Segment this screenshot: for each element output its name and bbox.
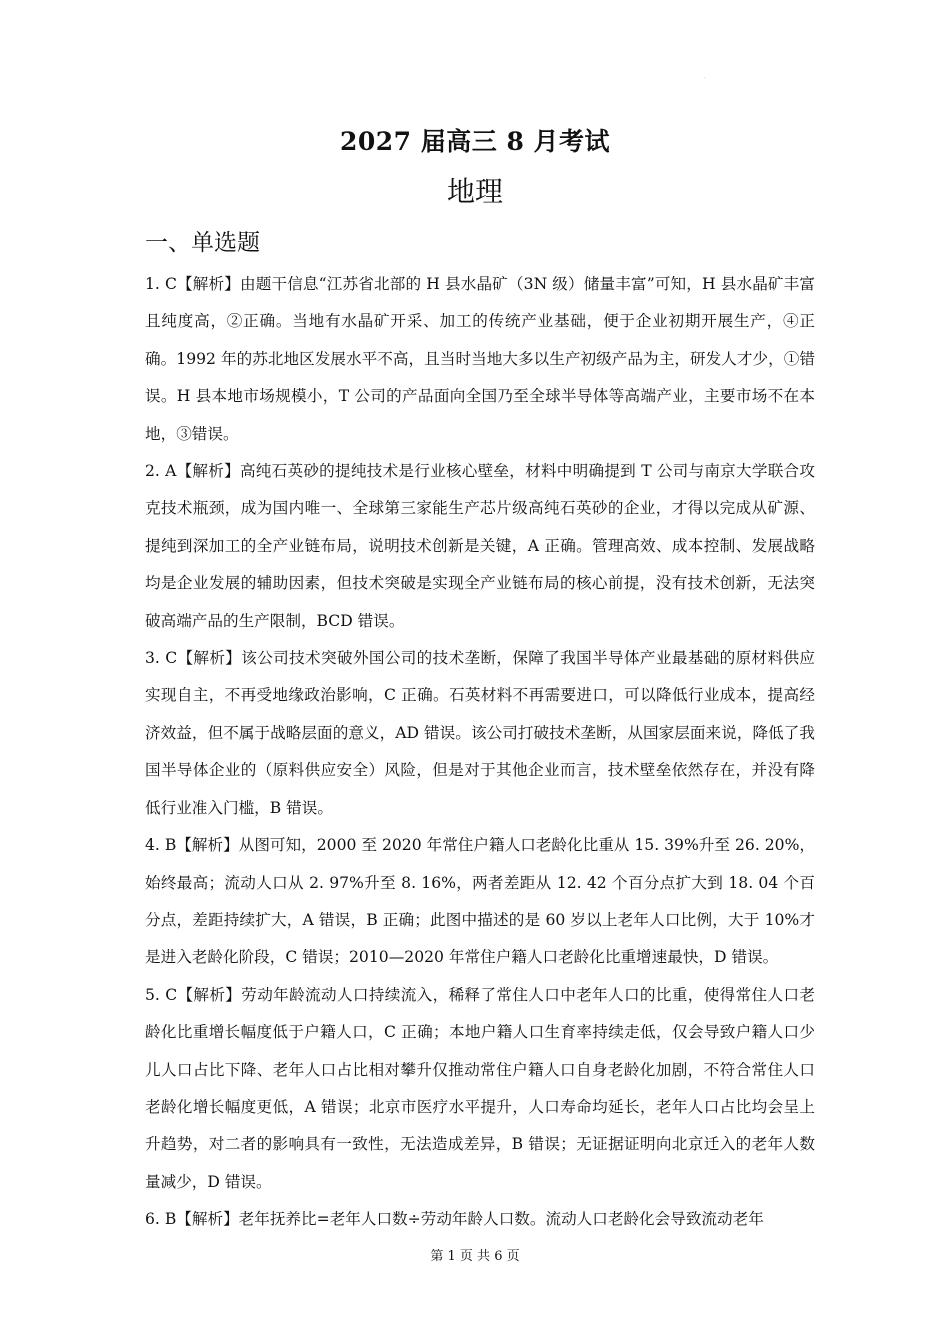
section-heading: 一、单选题 <box>145 230 260 256</box>
question-2-explanation: 2. A【解析】高纯石英砂的提纯技术是行业核心壁垒，材料中明确提到 T 公司与南京大学联合攻克技术瓶颈，成为国内唯一、全球第三家能生产芯片级高纯石英砂的企业，才得以完成从矿源、提纯到深加工的全产业链布局，说明技术创新是关键，A 正确。管理高效、成本控制、发展战略均是企业发展的辅助因素，但技术突破是实现全产业链布局的核心前提，没有技术创新，无法突破高端产品的生产限制，BCD 错误。 <box>145 462 815 630</box>
question-4-explanation: 4. B【解析】从图可知，2000 至 2020 年常住户籍人口老龄化比重从 15. 39%升至 26. 20%，始终最高；流动人口从 2. 97%升至 8. 16%，两者差距从 12. 42 个百分点扩大到 18. 04 个百分点，差距持续扩大，A 错误，B 正确；此图中描述的是 60 岁以上老年人口比例，大于 10%才是进入老龄化阶段，C 错误；2010—2020 年常住户籍人口老龄化比重增速最快，D 错误。 <box>145 836 815 967</box>
question-6-explanation: 6. B【解析】老年抚养比=老年人口数÷劳动年龄人口数。流动人口老龄化会导致流动老年 <box>145 1210 764 1229</box>
question-1-explanation: 1. C【解析】由题干信息“江苏省北部的 H 县水晶矿（3N 级）储量丰富”可知，H 县水晶矿丰富且纯度高，②正确。当地有水晶矿开采、加工的传统产业基础，便于企业初期开展生产，④正确。1992 年的苏北地区发展水平不高，且当时当地大多以生产初级产品为主，研发人才少，①错误。H 县本地市场规模小，T 公司的产品面向全国乃至全球半导体等高端产业，主要市场不在本地，③错误。 <box>145 275 815 443</box>
question-5-explanation: 5. C【解析】劳动年龄流动人口持续流入，稀释了常住人口中老年人口的比重，使得常住人口老龄化比重增长幅度低于户籍人口，C 正确；本地户籍人口生育率持续走低，仅会导致户籍人口少儿人口占比下降、老年人口占比相对攀升仅推动常住户籍人口自身老龄化加剧，不符合常住人口老龄化增长幅度更低，A 错误；北京市医疗水平提升，人口寿命均延长，老年人口占比均会呈上升趋势，对二者的影响具有一致性，无法造成差异，B 错误；无证据证明向北京迁入的老年人数量减少，D 错误。 <box>145 985 815 1191</box>
subject-title: 地理 <box>446 175 503 208</box>
page-footer: 第 1 页 共 6 页 <box>430 1249 520 1264</box>
answer-list <box>145 266 815 1239</box>
document-title: 2027 届高三 8 月考试 <box>339 127 611 156</box>
header-mark: · <box>703 74 706 83</box>
question-3-explanation: 3. C【解析】该公司技术突破外国公司的技术垄断，保障了我国半导体产业最基础的原材料供应实现自主，不再受地缘政治影响，C 正确。石英材料不再需要进口，可以降低行业成本，提高经济效益，但不属于战略层面的意义，AD 错误。该公司打破技术垄断，从国家层面来说，降低了我国半导体企业的（原料供应安全）风险，但是对于其他企业而言，技术壁垒依然存在，并没有降低行业准入门槛，B 错误。 <box>145 649 815 817</box>
